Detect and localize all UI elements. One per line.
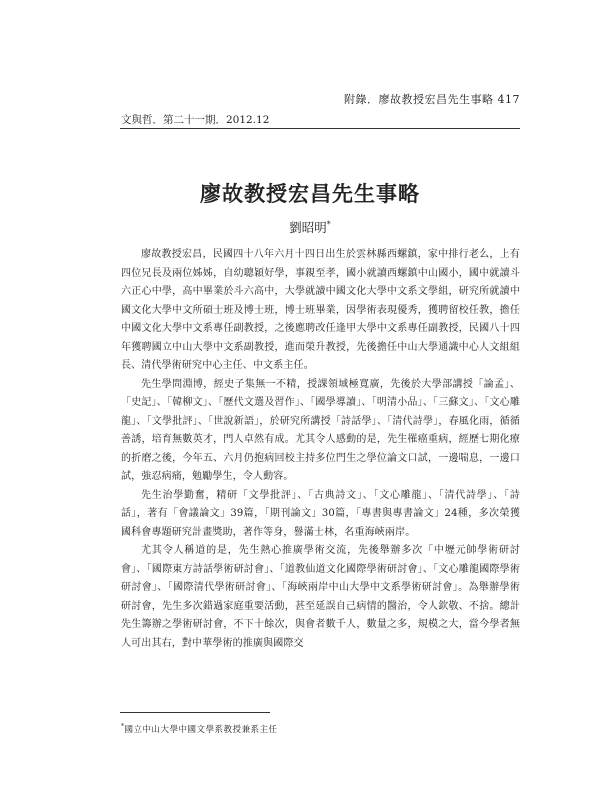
- article-title: 廖故教授宏昌先生事略: [200, 181, 420, 206]
- article-body: [121, 246, 520, 653]
- paragraph-4: 尤其令人稱道的是，先生熱心推廣學術交流，先後舉辦多次「中壢元帥學術研討會」、「國際東方詩話學術研討會」、「道教仙道文化國際學術研討會」、「文心雕龍國際學術研討會」、「國際清代學術研討會」、「海峽兩岸中山大學中文系學術研討會」。為舉辦學術研討會，先生多次錯過家庭重要活動，甚至延誤自己病情的醫治，令人欽敬、不捨。總計先生籌辦之學術研討會，不下十餘次，與會者數千人，數量之多，規模之大，當今學者無人可出其右，對中華學術的推廣與國際交: [121, 545, 520, 649]
- author-footnote-mark: *: [326, 219, 331, 229]
- footnote: [121, 723, 278, 735]
- footnote-text: 國立中山大學中國文學系教授兼系主任: [124, 725, 278, 735]
- footnote-mark: *: [121, 723, 125, 731]
- header-rule: [120, 128, 520, 129]
- footnote-rule: [120, 712, 270, 713]
- paragraph-3: 先生治學勤奮，精研「文學批評」、「古典詩文」、「文心雕龍」、「清代詩學」、「詩話」，著有「會議論文」39篇，「期刊論文」30篇，「專書與專書論文」24種，多次榮獲國科會專題研究計畫獎助，著作等身，譽滿士林，名重海峽兩岸。: [121, 489, 520, 538]
- journal-line: 文與哲．第二十一期．2012.12: [121, 114, 270, 126]
- running-head: 附錄．廖故教授宏昌先生事略 417: [344, 93, 520, 106]
- author-line: [120, 218, 500, 236]
- paragraph-2: 先生學問淵博，經史子集無一不精，授課領域極寬廣，先後於大學部講授「論孟」、「史記」、「韓柳文」、「歷代文選及習作」、「國學導讀」、「明清小品」、「三蘇文」、「文心雕龍」、「文學批評」、「世說新語」，於研究所講授「詩話學」、「清代詩學」，春風化雨，循循善誘，培育無數英才，門人卓然有成。尤其令人感動的是，先生罹癌重病，經歷七期化療的折磨之後，今年五、六月仍抱病回校主持多位門生之學位論文口試，一邊喘息，一邊口試，強忍病痛，勉勵學生，令人動容。: [121, 378, 520, 482]
- author-name: 劉昭明: [289, 220, 327, 235]
- paragraph-1: 廖故教授宏昌，民國四十八年六月十四日出生於雲林縣西螺鎮，家中排行老么，上有四位兄長及兩位姊姊，自幼聰穎好學，事親至孝，國小就讀西螺鎮中山國小，國中就讀斗六正心中學，高中畢業於斗六高中，大學就讀中國文化大學中文系文學組，研究所就讀中國文化大學中文所碩士班及博士班，博士班畢業，因學術表現優秀，獲聘留校任教，擔任中國文化大學中文系專任副教授，之後應聘改任逢甲大學中文系專任副教授，民國八十四年獲聘國立中山大學中文系副教授，進而榮升教授，先後擔任中山大學通識中心人文組組長、清代學術研究中心主任、中文系主任。: [121, 249, 520, 371]
